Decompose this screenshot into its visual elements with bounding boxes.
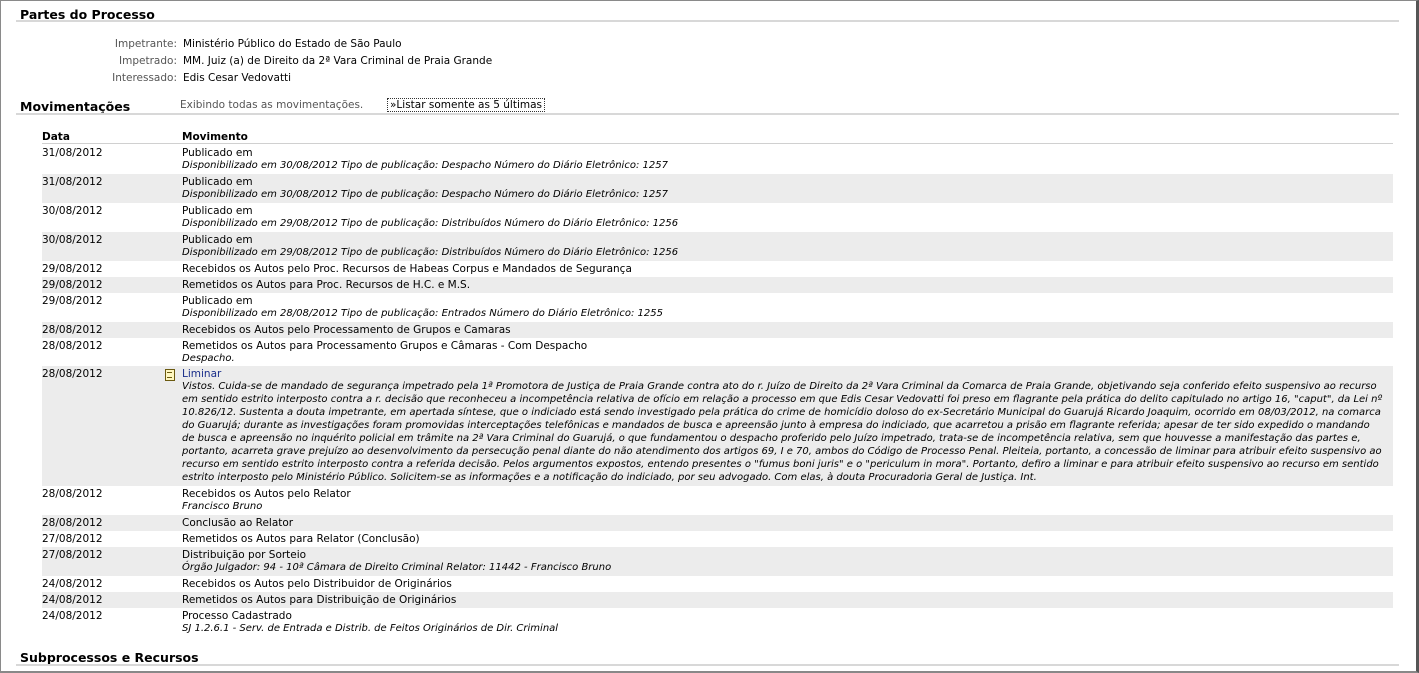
row-movimento <box>182 531 1393 547</box>
table-row <box>42 145 1393 174</box>
movimento-title: Recebidos os Autos pelo Relator <box>182 487 351 500</box>
row-movimento <box>182 547 1393 576</box>
row-movimento <box>182 174 1393 203</box>
section-title-movimentacoes: Movimentações <box>20 99 131 114</box>
section-title-subprocessos: Subprocessos e Recursos <box>20 650 199 665</box>
table-header <box>42 131 1393 143</box>
movimento-title: Remetidos os Autos para Relator (Conclusão) <box>182 532 420 545</box>
table-row <box>42 486 1393 515</box>
table-row <box>42 277 1393 293</box>
movimento-description: Disponibilizado em 29/08/2012 Tipo de publicação: Distribuídos Número do Diário Eletrônico: 1256 <box>182 246 679 258</box>
movimento-description: Despacho. <box>182 352 235 364</box>
section-title-partes: Partes do Processo <box>20 7 155 22</box>
movimento-title: Conclusão ao Relator <box>182 516 294 529</box>
table-row <box>42 547 1393 576</box>
row-date: 28/08/2012 <box>42 339 103 352</box>
parte-value: MM. Juiz (a) de Direito da 2ª Vara Criminal de Praia Grande <box>183 55 493 67</box>
document-icon[interactable] <box>165 369 175 381</box>
row-movimento <box>182 515 1393 531</box>
row-movimento <box>182 608 1393 637</box>
movimento-description: Disponibilizado em 30/08/2012 Tipo de publicação: Despacho Número do Diário Eletrônico: 1257 <box>182 188 668 200</box>
row-date: 29/08/2012 <box>42 278 103 291</box>
table-row <box>42 531 1393 547</box>
row-date: 27/08/2012 <box>42 548 103 561</box>
table-row <box>42 293 1393 322</box>
movimento-title: Publicado em <box>182 233 253 246</box>
movimento-title: Publicado em <box>182 147 253 159</box>
row-date: 27/08/2012 <box>42 532 103 545</box>
parte-label: Impetrado: <box>119 55 177 67</box>
row-date: 24/08/2012 <box>42 577 103 590</box>
row-movimento <box>182 592 1393 608</box>
table-row <box>42 515 1393 531</box>
movimento-title: Recebidos os Autos pelo Proc. Recursos de Habeas Corpus e Mandados de Segurança <box>182 262 632 275</box>
movimento-description: Vistos. Cuida-se de mandado de segurança impetrado pela 1ª Promotora de Justiça de Praia Grande contra ato do r. Juízo de Direito da 2ª Vara Criminal da Comarca de Praia Grande, objetivando seja conferido efeito suspensivo ao recurso em sentido estrito interposto contra a r. decisão que reconheceu a incompetência relativa de ofício em relação a processo em que Edis Cesar Vedovatti foi preso em flagrante pela prática do delito capitulado no artigo 16, "caput", da Lei nº 10.826/12. Sustenta a douta impetrante, em apertada síntese, que o indiciado está sendo investigado pela prática do crime de homicídio doloso do ex-Secretário Municipal do Guarujá Ricardo Joaquim, ocorrido em 08/03/2012, na comarca do Guarujá; durante as investigações foram promovidas interceptações telefônicas e mandados de busca e apreensão junto à empresa do indiciado, que acarretou a prisão em flagrante referida; apesar de ter sido expedido o mandando de busca e apreensão no inquérito policial em trâmite na 2ª Vara Criminal do Guarujá, o que fundamentou o despacho proferido pelo Juízo impetrado, trata-se de incompetência relativa, sem que houvesse a manifestação das partes e, portanto, acarreta grave prejuízo ao desenvolvimento da persecução penal diante do não atendimento dos artigos 69, I e 70, ambos do Código de Processo Penal. Pleiteia, portanto, a concessão de liminar para atribuir efeito suspensivo ao recurso em sentido estrito interposto contra a referida decisão. Pelos argumentos expostos, entendo presentes o "fumus boni juris" e o "periculum in mora". Portanto, defiro a liminar e para atribuir efeito suspensivo ao recurso em sentido estrito interposto pelo Ministério Público. Solicitem-se as informações e a notificação do indiciado, por seu advogado. Com elas, à douta Procuradoria Geral de Justiça. Int. <box>182 381 1383 483</box>
header-divider <box>42 143 1393 144</box>
movimento-title: Publicado em <box>182 294 253 307</box>
parte-impetrante <box>1 38 601 54</box>
section-rule <box>16 664 1399 666</box>
movimento-description: Disponibilizado em 29/08/2012 Tipo de publicação: Distribuídos Número do Diário Eletrônico: 1256 <box>182 217 679 229</box>
table-row <box>42 592 1393 608</box>
row-date: 29/08/2012 <box>42 262 103 275</box>
row-date: 29/08/2012 <box>42 294 103 307</box>
table-row <box>42 232 1393 261</box>
row-date: 28/08/2012 <box>42 368 103 381</box>
row-date: 28/08/2012 <box>42 516 103 529</box>
movimento-title: Publicado em <box>182 175 253 188</box>
table-row <box>42 322 1393 338</box>
movimento-description: Disponibilizado em 30/08/2012 Tipo de publicação: Despacho Número do Diário Eletrônico: 1257 <box>182 160 668 171</box>
table-row <box>42 576 1393 592</box>
list-last-5-link[interactable]: »Listar somente as 5 últimas <box>387 98 545 112</box>
table-row <box>42 338 1393 367</box>
movimento-title: Recebidos os Autos pelo Processamento de Grupos e Camaras <box>182 323 511 336</box>
row-date: 31/08/2012 <box>42 175 103 188</box>
parte-value: Ministério Público do Estado de São Paulo <box>183 38 402 50</box>
row-movimento <box>182 261 1393 277</box>
row-movimento <box>182 293 1393 322</box>
movimento-description: Francisco Bruno <box>182 500 263 512</box>
row-date: 24/08/2012 <box>42 609 103 622</box>
parte-interessado <box>1 72 601 88</box>
row-date: 24/08/2012 <box>42 593 103 606</box>
row-movimento <box>182 145 1393 174</box>
movimentacoes-info: Exibindo todas as movimentações. <box>180 99 364 111</box>
row-movimento <box>182 486 1393 515</box>
header-movimento: Movimento <box>182 131 248 143</box>
row-movimento <box>182 366 1393 485</box>
row-movimento <box>182 338 1393 367</box>
row-date: 28/08/2012 <box>42 487 103 500</box>
row-date: 31/08/2012 <box>42 147 103 159</box>
row-date: 30/08/2012 <box>42 204 103 217</box>
table-row <box>42 261 1393 277</box>
table-row <box>42 174 1393 203</box>
movimento-title: Recebidos os Autos pelo Distribuidor de Originários <box>182 577 452 590</box>
movimento-title: Distribuição por Sorteio <box>182 548 307 561</box>
movimento-description: Órgão Julgador: 94 - 10ª Câmara de Direito Criminal Relator: 11442 - Francisco Bruno <box>182 561 612 573</box>
movimento-title: Remetidos os Autos para Processamento Grupos e Câmaras - Com Despacho <box>182 339 588 352</box>
row-movimento <box>182 277 1393 293</box>
section-rule <box>16 113 1399 115</box>
parte-label: Impetrante: <box>114 38 177 50</box>
movimento-link[interactable]: Liminar <box>182 368 222 381</box>
row-movimento <box>182 232 1393 261</box>
parte-impetrado <box>1 55 601 71</box>
row-date: 28/08/2012 <box>42 323 103 336</box>
parte-value: Edis Cesar Vedovatti <box>183 72 292 84</box>
row-date: 30/08/2012 <box>42 233 103 246</box>
movimento-title: Remetidos os Autos para Distribuição de Originários <box>182 593 457 606</box>
table-row <box>42 366 1393 485</box>
parte-label: Interessado: <box>112 72 177 84</box>
movimento-title: Publicado em <box>182 204 253 217</box>
row-movimento <box>182 203 1393 232</box>
movimentacoes-table <box>42 145 1393 636</box>
movimento-title: Processo Cadastrado <box>182 609 292 622</box>
section-rule <box>16 20 1399 22</box>
row-movimento <box>182 322 1393 338</box>
movimento-title: Remetidos os Autos para Proc. Recursos de H.C. e M.S. <box>182 278 471 291</box>
movimento-description: Disponibilizado em 28/08/2012 Tipo de publicação: Entrados Número do Diário Eletrônico: 1255 <box>182 307 663 319</box>
table-row <box>42 203 1393 232</box>
movimento-description: SJ 1.2.6.1 - Serv. de Entrada e Distrib. de Feitos Originários de Dir. Criminal <box>182 622 559 634</box>
table-row <box>42 608 1393 637</box>
row-movimento <box>182 576 1393 592</box>
header-data: Data <box>42 131 70 143</box>
